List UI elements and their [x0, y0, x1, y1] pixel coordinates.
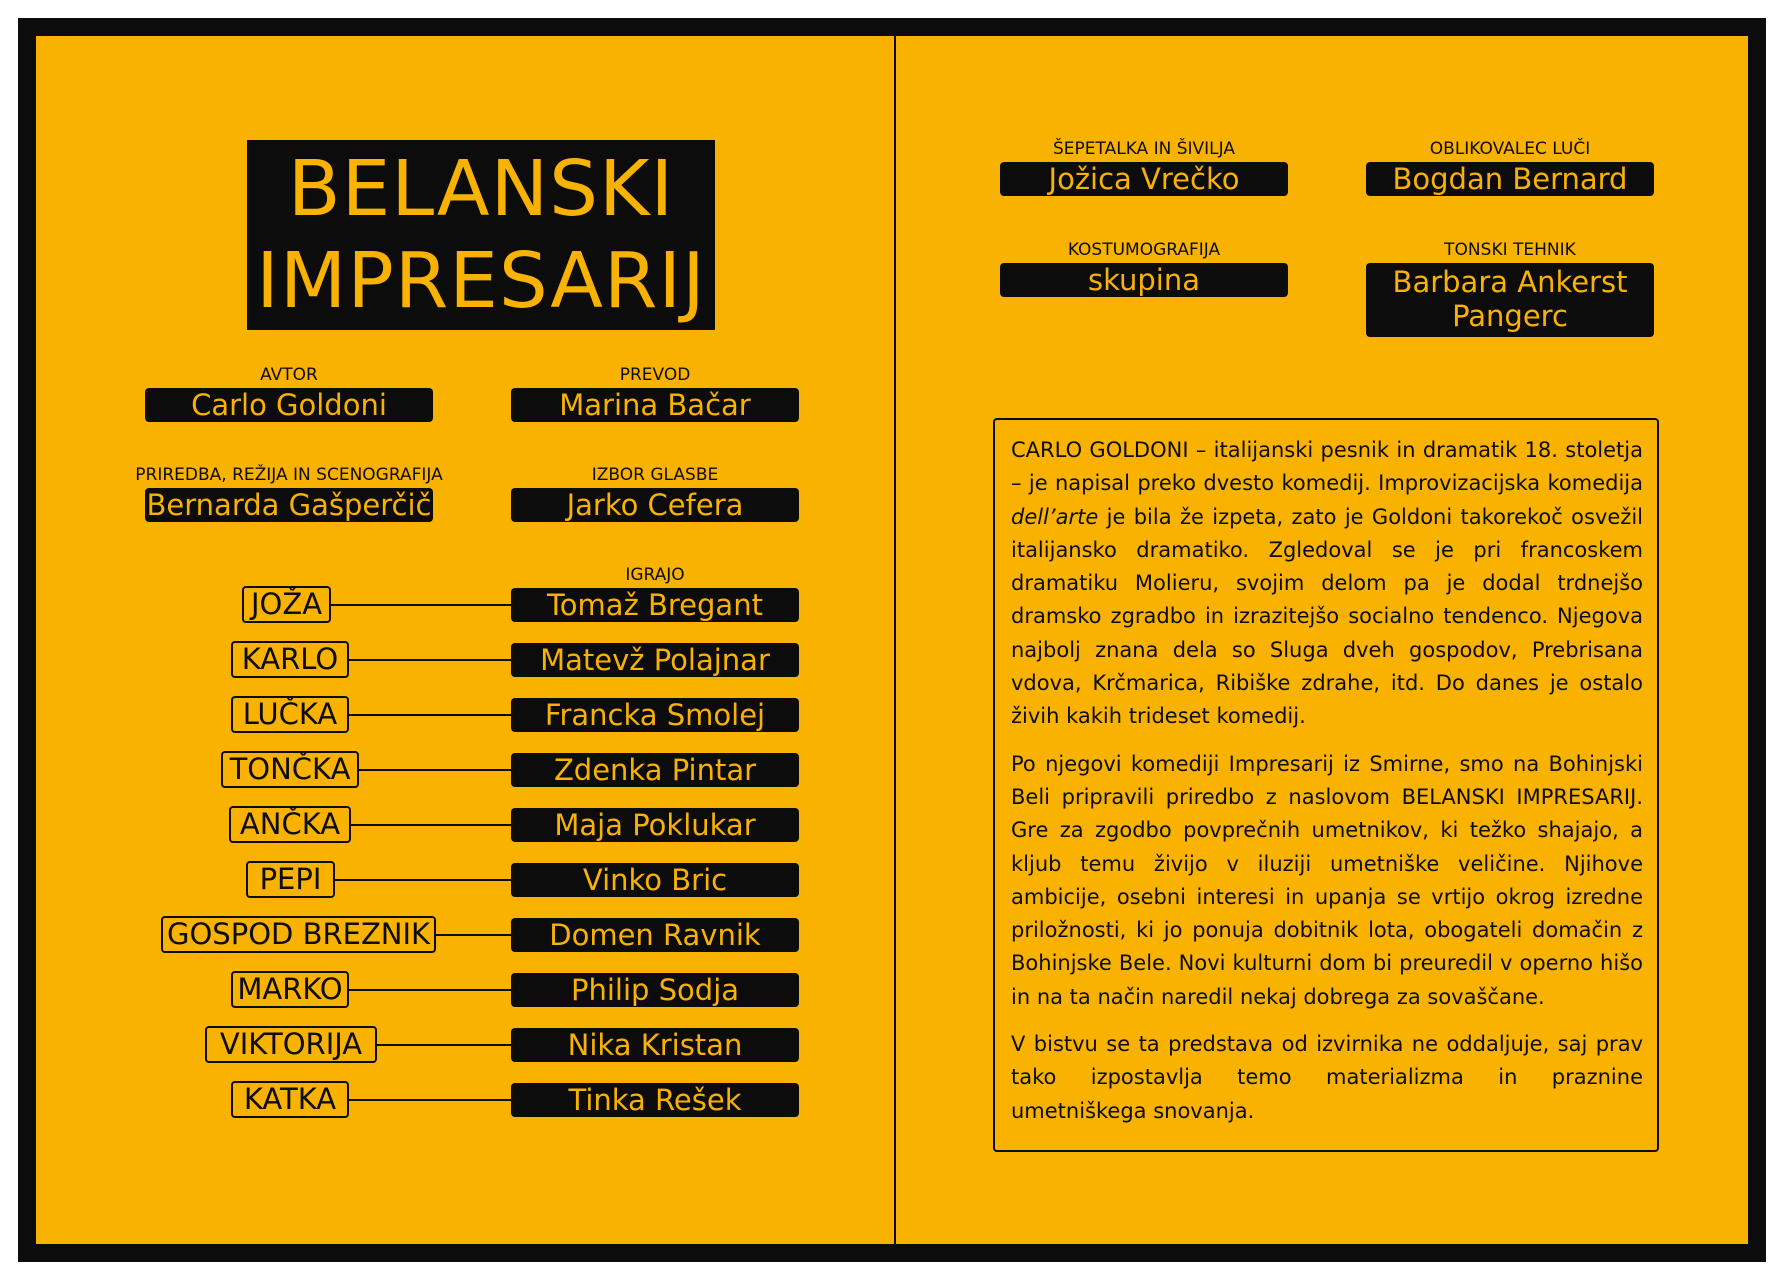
credit-name-costumes: skupina	[1000, 263, 1288, 297]
cast-role: JOŽA	[242, 586, 331, 623]
about-paragraph-1	[1011, 434, 1643, 734]
credit-label-music: IZBOR GLASBE	[591, 465, 719, 485]
title-line-1: BELANSKI	[287, 145, 675, 234]
programme-sheet	[18, 18, 1766, 1262]
play-title	[247, 140, 715, 330]
about-p1-italic: dell’arte	[1011, 504, 1099, 529]
cast-actor: Philip Sodja	[511, 973, 799, 1007]
cast-actor: Tomaž Bregant	[511, 588, 799, 622]
cast-role: KATKA	[231, 1081, 349, 1118]
credit-name-prompter: Jožica Vrečko	[1000, 162, 1288, 196]
credit-name-sound-line2: Pangerc	[1452, 299, 1568, 333]
credit-name-translation: Marina Bačar	[511, 388, 799, 422]
cast-actor: Vinko Bric	[511, 863, 799, 897]
cast-actor: Francka Smolej	[511, 698, 799, 732]
cast-role: VIKTORIJA	[205, 1026, 377, 1063]
cast-role: TONČKA	[221, 751, 359, 788]
cast-actor: Zdenka Pintar	[511, 753, 799, 787]
cast-role: GOSPOD BREZNIK	[161, 916, 436, 953]
credit-name-author: Carlo Goldoni	[145, 388, 433, 422]
cast-connector	[334, 879, 511, 881]
about-paragraph-2: Po njegovi komediji Impresarij iz Smirne, smo na Bohinjski Beli pripravili priredbo z naslovom BELANSKI IMPRESARIJ. Gre za zgodbo povprečnih umetnikov, ki težko shajajo, a kljub temu živijo v iluziji umetniške veličine. Njihove ambicije, osebni interesi in upanja se vrtijo okrog izredne priložnosti, ki jo ponuja dobitnik lota, obogateli domačin z Bohinjske Bele. Novi kulturni dom bi preuredil v operno hišo in na ta način naredil nekaj dobrega za sovaščane.	[1011, 751, 1643, 1009]
cast-role: ANČKA	[229, 806, 351, 843]
right-page	[894, 36, 1748, 1244]
credit-label-translation: PREVOD	[619, 365, 691, 385]
credit-label-direction: PRIREDBA, REŽIJA IN SCENOGRAFIJA	[135, 465, 443, 485]
cast-role: MARKO	[231, 971, 349, 1008]
credit-label-author: AVTOR	[260, 365, 318, 385]
cast-connector	[376, 1044, 511, 1046]
credit-name-lighting: Bogdan Bernard	[1366, 162, 1654, 196]
cast-label: IGRAJO	[625, 565, 685, 585]
about-paragraph-3: V bistvu se ta predstava od izvirnika ne oddaljuje, saj prav tako izpostavlja temo materializma in praznine umetniškega snovanja.	[1011, 1032, 1643, 1123]
credit-name-sound-line1: Barbara Ankerst	[1392, 265, 1628, 299]
credit-label-prompter: ŠEPETALKA IN ŠIVILJA	[1053, 139, 1235, 159]
cast-actor: Maja Poklukar	[511, 808, 799, 842]
cast-connector	[350, 824, 511, 826]
about-p1-part-b: je bila že izpeta, zato je Goldoni takorekoč osvežil italijansko dramatiko. Zgledoval se je pri francoskem dramatiku Molieru, svojim delom pa je dodal trdnejšo dramsko zgradbo in izrazitejšo socialno tendenco. Njegova najbolj znana dela so Sluga dveh gospodov, Prebrisana vdova, Krčmarica, Ribiške zdrahe, itd. Do danes je ostalo živih kakih trideset komedij.	[1011, 504, 1643, 729]
credit-name-direction: Bernarda Gašperčič	[146, 488, 432, 522]
cast-actor: Domen Ravnik	[511, 918, 799, 952]
title-line-2: IMPRESARIJ	[256, 237, 706, 326]
credit-label-lighting: OBLIKOVALEC LUČI	[1429, 139, 1591, 159]
cast-connector	[328, 604, 511, 606]
about-text-box	[993, 418, 1659, 1152]
cast-connector	[430, 934, 511, 936]
about-p1-part-a: CARLO GOLDONI – italijanski pesnik in dramatik 18. stoletja – je napisal preko dvesto komedij. Improvizacijska komedija	[1011, 438, 1643, 496]
cast-role: LUČKA	[231, 696, 349, 733]
cast-actor: Tinka Rešek	[511, 1083, 799, 1117]
cast-role: PEPI	[246, 861, 335, 898]
cast-connector	[348, 989, 511, 991]
credit-name-music: Jarko Cefera	[511, 488, 799, 522]
cast-actor: Nika Kristan	[511, 1028, 799, 1062]
cast-role: KARLO	[231, 641, 349, 678]
cast-connector	[348, 659, 511, 661]
cast-connector	[348, 714, 511, 716]
left-page	[36, 36, 894, 1244]
credit-label-costumes: KOSTUMOGRAFIJA	[1067, 240, 1221, 260]
credit-name-sound	[1366, 263, 1654, 337]
cast-actor: Matevž Polajnar	[511, 643, 799, 677]
cast-connector	[348, 1099, 511, 1101]
cast-connector	[358, 769, 511, 771]
credit-label-sound: TONSKI TEHNIK	[1444, 240, 1576, 260]
